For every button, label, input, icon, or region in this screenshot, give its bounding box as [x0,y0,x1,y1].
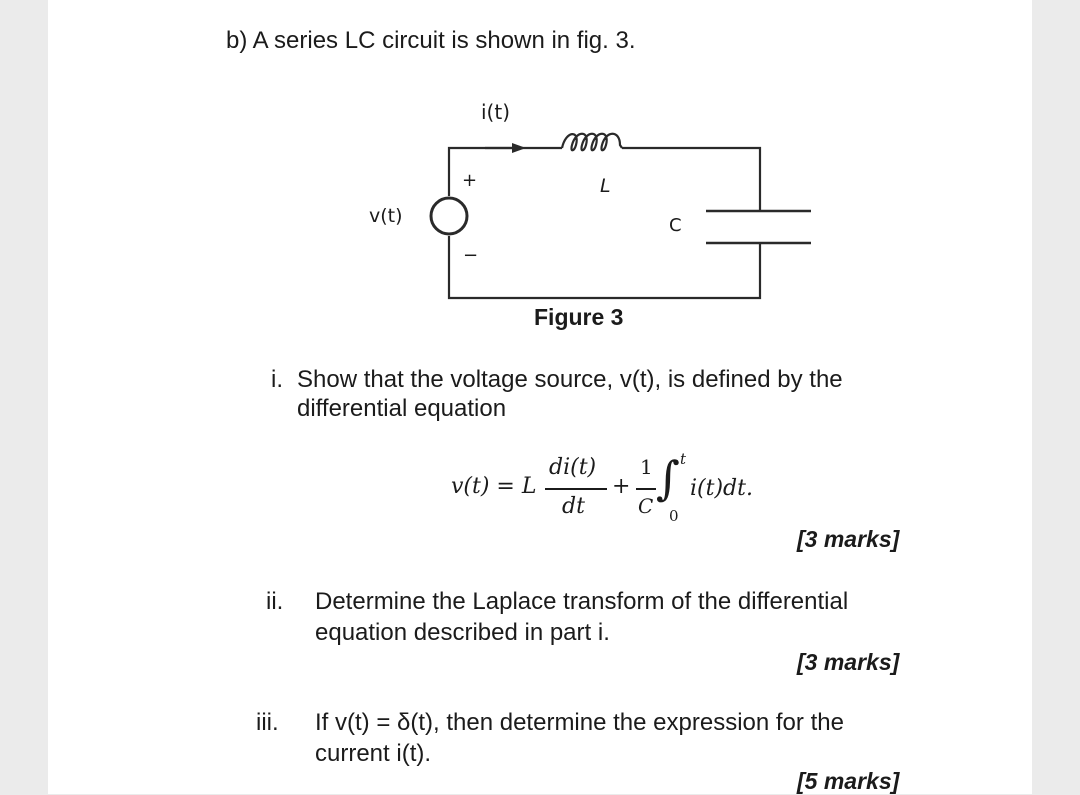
voltage-label: v(t) [369,205,403,227]
equation-frac2-num: 1 [640,455,653,479]
inductor-coil [562,134,622,151]
equation-integrand: i(t)dt. [690,476,753,501]
q2-text-line1: Determine the Laplace transform of the differential [315,588,849,615]
q1-text-line2: differential equation [297,395,507,422]
figure-caption: Figure 3 [534,304,624,330]
q1-marks: [3 marks] [797,526,900,552]
wire-top-right [622,148,760,210]
equation-lhs: v(t) = L [451,474,537,499]
equation-frac1-den: dt [562,494,585,519]
equation-plus: + [612,474,631,499]
q1-text-line1: Show that the voltage source, v(t), is defined by the [297,366,843,393]
inductor-label: L [600,175,611,197]
q2-number: ii. [266,588,284,615]
capacitor-label: C [669,215,682,236]
equation-frac1-num: di(t) [549,455,597,480]
q2-marks: [3 marks] [797,649,900,675]
equation-lower-limit: 0 [669,507,679,525]
equation-frac2-den: C [638,494,654,518]
q3-marks: [5 marks] [797,768,900,794]
current-label: i(t) [481,100,511,124]
equation-frac2-bar [636,488,656,490]
voltage-source-circle [431,198,467,234]
q1-number: i. [271,366,283,393]
q3-text-line2: current i(t). [315,740,432,767]
part-b-intro: b) A series LC circuit is shown in fig. 3. [226,27,636,54]
plus-sign: + [462,170,478,191]
equation-integral: ∫ [656,451,680,505]
q3-number: iii. [256,709,279,736]
q2-text-line2: equation described in part i. [315,619,610,646]
minus-sign: − [463,245,479,266]
wire-right-bottom [449,236,760,298]
q3-text-line1: If v(t) = δ(t), then determine the expression for the [315,709,844,736]
equation-upper-limit: t [680,450,687,468]
current-arrow-head [512,143,526,153]
equation-frac1-bar [545,488,607,490]
